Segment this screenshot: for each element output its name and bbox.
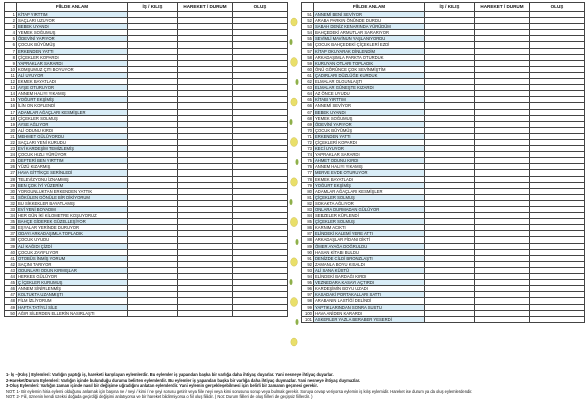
verb-phrase: ÇOCUK UYUDU xyxy=(17,237,128,243)
row-number: 74 xyxy=(302,152,314,158)
verb-phrase: ÖDEVİNİ YAPIYOR xyxy=(17,36,128,42)
row-number: 12 xyxy=(5,79,17,85)
verb-phrase: SEBZELER KÜFLENDİ xyxy=(314,213,425,219)
row-number: 2 xyxy=(5,18,17,24)
row-number: 39 xyxy=(5,243,17,249)
row-number: 84 xyxy=(302,213,314,219)
row-number: 10 xyxy=(5,66,17,72)
verb-phrase: ELMALAR GÜNEŞTE KIZARDI xyxy=(314,85,425,91)
row-number: 5 xyxy=(5,36,17,42)
verb-phrase: SAÇINI TARIYOR xyxy=(17,261,128,267)
header-continuous: İŞ / KILIŞ xyxy=(425,3,475,12)
verb-phrase: ERKENDEN YATTI xyxy=(17,48,128,54)
verb-phrase: ALİ UYUYOR xyxy=(17,72,128,78)
verb-phrase: FİLM İZLİYORUM xyxy=(17,298,128,304)
verb-phrase: BAHÇEDEKİ ARMUTLAR SARARIYOR xyxy=(314,30,425,36)
verb-phrase: ALİ KAĞIDI ÇİZDİ xyxy=(17,243,128,249)
row-number: 31 xyxy=(5,194,17,200)
answer-cell-continuous[interactable] xyxy=(425,316,475,322)
row-number: 94 xyxy=(302,274,314,280)
row-number: 13 xyxy=(5,85,17,91)
row-number: 101 xyxy=(302,316,314,322)
row-number: 32 xyxy=(5,200,17,206)
note-line: NOT: 1- Bir eylemin hiria eylemi olduğunu anlamak için başına ne / neyi / kimi / ne şeyi sorusu getirir veya fiile neyi veya kimi sorusunu sorup veya bulmak gerekir. Soruya cevap veriyorsa eylemin iş kılış eylemidir. Hareket ise durum ya da oluş eylemlerdendir. xyxy=(6,388,473,394)
verb-phrase: ODAYI ARKADAŞIMLA TOPLADIK xyxy=(17,231,128,237)
verb-phrase: ÇİÇEKLER KOPARDI xyxy=(17,54,128,60)
verb-phrase: ÇİÇEKLERİ KOPARDI xyxy=(314,139,425,145)
note-line: 3-Oluş Eylemleri: Varlığın zaman içinde nasıl bir değişime uğradığını anlatan eylemlerdir. Yani eylemin gerçekleşebilmesi için belirli bir zamanın geçmesi gerekir. xyxy=(6,383,318,389)
verb-phrase: AYŞE OTURUYOR xyxy=(17,85,128,91)
row-number: 63 xyxy=(302,85,314,91)
row-number: 64 xyxy=(302,91,314,97)
verb-phrase: HAFTA TATİYLİ SİLE xyxy=(17,304,128,310)
header-movement: HAREKET / DURUM xyxy=(475,3,530,12)
row-number: 65 xyxy=(302,97,314,103)
table-row xyxy=(302,316,585,322)
row-number: 28 xyxy=(5,176,17,182)
row-number: 88 xyxy=(302,237,314,243)
verb-phrase: YAPRAKLAR SARARDI xyxy=(17,60,128,66)
verb-phrase: KOMŞUMUZ ÇITI BOYUYOR xyxy=(17,66,128,72)
verb-phrase: SAÇLARI YENİ KURUDU xyxy=(17,139,128,145)
verb-phrase: SABAH DENİZ KENARINDA YÜRÜDÜM xyxy=(314,24,425,30)
answer-cell-event[interactable] xyxy=(233,310,288,316)
row-number: 80 xyxy=(302,188,314,194)
verb-phrase: EKMEK BAYATLADI xyxy=(17,79,128,85)
row-number: 35 xyxy=(5,219,17,225)
verb-table-left xyxy=(4,2,288,317)
row-number: 27 xyxy=(5,170,17,176)
verb-phrase: SOKAKTA AĞLIYOR xyxy=(314,200,425,206)
row-number: 21 xyxy=(5,133,17,139)
verb-phrase: KOLTUKTA UZANMIŞTI xyxy=(17,292,128,298)
row-number: 42 xyxy=(5,261,17,267)
verb-phrase: YEMEK SOĞUMUŞ xyxy=(17,30,128,36)
verb-phrase: KİTAP OKUYARAK DİNLENDİM xyxy=(314,48,425,54)
row-number: 50 xyxy=(5,310,17,316)
verb-phrase: ANNEMİ BENİ SEVİYOR xyxy=(314,12,425,18)
row-number: 72 xyxy=(302,139,314,145)
verb-phrase: ERKENDEN YATTI xyxy=(314,133,425,139)
verb-phrase: VEZNEDARA KASAYI AÇTIRDI xyxy=(314,280,425,286)
verb-phrase: HASAN KİTABI BULDU xyxy=(314,249,425,255)
verb-phrase: BEBEK UYANDI xyxy=(17,24,128,30)
header-no xyxy=(5,3,17,12)
verb-phrase: KARNIM ACIKTI xyxy=(314,225,425,231)
row-number: 46 xyxy=(5,286,17,292)
row-number: 15 xyxy=(5,97,17,103)
row-number: 26 xyxy=(5,164,17,170)
verb-phrase: İLİN ON KOFLENDİ xyxy=(17,103,128,109)
row-number: 6 xyxy=(5,42,17,48)
verb-phrase: ÖMER AYAĞA DOĞRULDU xyxy=(314,243,425,249)
verb-phrase: ÇOCUK BAHÇEDEKİ ÇİÇEKLERİ EZDİ xyxy=(314,42,425,48)
verb-phrase: ÖNÜ GÖRÜNCE ÇOK SEVİNMİŞTİM xyxy=(314,66,425,72)
row-number: 16 xyxy=(5,103,17,109)
row-number: 18 xyxy=(5,115,17,121)
row-number: 49 xyxy=(5,304,17,310)
verb-phrase: YOĞURT EKŞİMİŞ xyxy=(17,97,128,103)
verb-phrase: YAPTIKLARINDAN SONRA SUSTU xyxy=(314,304,425,310)
verb-phrase: AHMET ODUNU KIRDI xyxy=(314,158,425,164)
verb-phrase: ZAMANLA BOYU KISALDI xyxy=(314,261,425,267)
row-number: 55 xyxy=(302,36,314,42)
row-number: 100 xyxy=(302,310,314,316)
row-number: 71 xyxy=(302,133,314,139)
verb-phrase: ODUNLARI ODUN KIRMIŞLAR xyxy=(17,267,128,273)
table-row xyxy=(5,310,288,316)
verb-table-right xyxy=(301,2,585,323)
row-number: 61 xyxy=(302,72,314,78)
row-number: 1 xyxy=(5,12,17,18)
row-number: 52 xyxy=(302,18,314,24)
verb-phrase: ANNEM SİNİRLENMİŞ xyxy=(17,286,128,292)
row-number: 90 xyxy=(302,249,314,255)
verb-phrase: BAHÇE GİDEREK GÜZELLEŞİYOR xyxy=(17,219,128,225)
verb-phrase: ALİ ODUNU KIRDI xyxy=(17,127,128,133)
explanatory-notes xyxy=(6,372,584,400)
note-line: 1- İş –(Kılış ) Eylemleri: Varlığın yaptığı iş, hareketi karşılayan eylemlerdir. Bu eylemler iş yapandan başka bir varlığa daha ihtiyaç duyarlar. Yani nesneye ihtiyaç duyarlar. xyxy=(6,372,334,377)
row-number: 45 xyxy=(5,280,17,286)
verb-phrase: ÇOCUK ZAYIFLIYOR xyxy=(17,249,128,255)
verb-phrase: AZ ÖNCE UYUDU xyxy=(314,91,425,97)
verb-phrase: ANNEM HALIYI YIKAMIŞ xyxy=(17,91,128,97)
answer-cell-continuous[interactable] xyxy=(128,310,178,316)
row-number: 58 xyxy=(302,54,314,60)
row-number: 40 xyxy=(5,249,17,255)
row-number: 91 xyxy=(302,255,314,261)
header-continuous: İŞ / KILIŞ xyxy=(128,3,178,12)
row-number: 4 xyxy=(5,30,17,36)
row-number: 7 xyxy=(5,48,17,54)
row-number: 56 xyxy=(302,42,314,48)
row-number: 85 xyxy=(302,219,314,225)
row-number: 25 xyxy=(5,158,17,164)
verb-phrase: ARABA PARKIN ÖNÜNDE DURDU xyxy=(314,18,425,24)
row-number: 66 xyxy=(302,103,314,109)
verb-phrase: ELİNDEKİ BARDAĞI KIRDI xyxy=(314,274,425,280)
row-number: 8 xyxy=(5,54,17,60)
row-number: 70 xyxy=(302,127,314,133)
verb-phrase: BU SİKKEKLER BAYATLAMIŞ xyxy=(17,200,128,206)
verb-phrase: KİTAP YIRTTIM xyxy=(17,12,128,18)
verb-phrase: YOĞURT EKŞİMİŞ xyxy=(314,182,425,188)
row-number: 36 xyxy=(5,225,17,231)
verb-phrase: YORGUNLUKTAN ERKENDEN YATTIK xyxy=(17,188,128,194)
verb-phrase: YÜZÜ KIZARMIŞ xyxy=(17,164,128,170)
verb-phrase: KURUYAN OTLARI TOPLADIK xyxy=(314,60,425,66)
row-number: 53 xyxy=(302,24,314,30)
row-number: 98 xyxy=(302,298,314,304)
row-number: 48 xyxy=(5,298,17,304)
row-number: 23 xyxy=(5,146,17,152)
row-number: 76 xyxy=(302,164,314,170)
header-phrase: FİİLDE ANLAM xyxy=(314,3,425,12)
verb-phrase: DEFTERİ BEN YIRTTIM xyxy=(17,158,128,164)
row-number: 59 xyxy=(302,60,314,66)
verb-phrase: MERVE EVDE OTURUYOR xyxy=(314,170,425,176)
verb-phrase: ANNEM HALIYI YIKAMIŞ xyxy=(314,164,425,170)
row-number: 60 xyxy=(302,66,314,72)
left-rows xyxy=(5,12,288,317)
verb-phrase: TELEVİZYONU İZNAMMIŞ xyxy=(17,176,128,182)
verb-phrase: ANNEMİ SEVİYOR xyxy=(314,103,425,109)
row-number: 44 xyxy=(5,274,17,280)
row-number: 37 xyxy=(5,231,17,237)
row-number: 97 xyxy=(302,292,314,298)
row-number: 62 xyxy=(302,79,314,85)
row-number: 87 xyxy=(302,231,314,237)
verb-phrase: YAPRAKLAR SARARDI xyxy=(314,152,425,158)
row-number: 9 xyxy=(5,60,17,66)
answer-cell-movement[interactable] xyxy=(475,316,530,322)
verb-phrase: HAVA ANİDEN KARARDI xyxy=(314,310,425,316)
row-number: 20 xyxy=(5,127,17,133)
verb-phrase: BEN ÇOK İYİ YÜZERİM xyxy=(17,182,128,188)
verb-phrase: AĞIR SİLERDEN ELLERİN NASIRLAŞTI xyxy=(17,310,128,316)
row-number: 47 xyxy=(5,292,17,298)
verb-phrase: ARABANIN LASTİĞİ DELİNDİ xyxy=(314,298,425,304)
verb-phrase: DENİZDE CİLDİ BRONZLAŞTI xyxy=(314,255,425,261)
row-number: 86 xyxy=(302,225,314,231)
header-phrase: FİİLDE ANLAM xyxy=(17,3,128,12)
row-number: 24 xyxy=(5,152,17,158)
verb-phrase: SAÇLARI UZUYOR xyxy=(17,18,128,24)
verb-phrase: HER GÜN İKİ KİLOMETRE KOŞUYORUZ xyxy=(17,213,128,219)
row-number: 51 xyxy=(302,12,314,18)
verb-phrase: ÇOCUK BÜYÜMÜŞ xyxy=(314,127,425,133)
row-number: 41 xyxy=(5,255,17,261)
row-number: 43 xyxy=(5,267,17,273)
verb-phrase: KİTABI YIRTTIM xyxy=(314,97,425,103)
verb-phrase: ÇİÇEKLER SOLMUŞ xyxy=(314,194,425,200)
row-number: 92 xyxy=(302,261,314,267)
row-number: 83 xyxy=(302,207,314,213)
row-number: 82 xyxy=(302,200,314,206)
row-number: 96 xyxy=(302,286,314,292)
verb-phrase: ALİ SANA KÜSTÜ xyxy=(314,267,425,273)
verb-phrase: ASKERLER YAZLA BERABER YESERDİ xyxy=(314,316,425,322)
row-number: 29 xyxy=(5,182,17,188)
row-number: 33 xyxy=(5,207,17,213)
verb-phrase: ELİNDEKİ KALEMİ YERE ATTI xyxy=(314,231,425,237)
verb-phrase: ONLARA DURMADAN GÜLÜYOR xyxy=(314,207,425,213)
row-number: 89 xyxy=(302,243,314,249)
row-number: 19 xyxy=(5,121,17,127)
verb-phrase: KASADAKİ PORTAKALLARI SATTI xyxy=(314,292,425,298)
verb-phrase: ELMALAR OLGUNLAŞTI xyxy=(314,79,425,85)
header-movement: HAREKET / DURUM xyxy=(178,3,233,12)
header-event: OLUŞ xyxy=(530,3,585,12)
verb-phrase: HERKES GÜLÜYOR xyxy=(17,274,128,280)
row-number: 68 xyxy=(302,115,314,121)
right-rows xyxy=(302,12,585,323)
verb-phrase: ÇİÇEKLER SOLMUŞ xyxy=(314,219,425,225)
header-event: OLUŞ xyxy=(233,3,288,12)
verb-phrase: SÖKÜLEN GÖNÜLE BİR DİKİYORUM xyxy=(17,194,128,200)
verb-phrase: ADAMLAR AĞAÇLARI KESMİŞLER xyxy=(314,188,425,194)
verb-phrase: EVİ YENİ BOYADIM xyxy=(17,207,128,213)
verb-phrase: ÇOCUK BÜYÜMÜŞ xyxy=(17,42,128,48)
row-number: 99 xyxy=(302,304,314,310)
note-line: 2-Hareket/Durum Eylemleri: Varlığın içinde bulunduğu durumu belirten eylemlerdir. Bu eylemler iş yapandan başka bir varlığa daha ihtiyaç duymazlar. Yani nesneye ihtiyaç duymazlar. xyxy=(6,377,361,383)
row-number: 14 xyxy=(5,91,17,97)
verb-phrase: ÇOCUK HIZLI YÜRÜYOR xyxy=(17,152,128,158)
verb-phrase: KECİ UYUYOR xyxy=(314,146,425,152)
row-number: 81 xyxy=(302,194,314,200)
worksheet xyxy=(4,2,583,409)
verb-phrase: AYSE AĞLIYOR xyxy=(17,121,128,127)
verb-phrase: EVİ KARDEŞİM TEMİZLEMİŞ xyxy=(17,146,128,152)
row-number: 78 xyxy=(302,176,314,182)
verb-phrase: YEMEK SOĞUMUŞ xyxy=(314,115,425,121)
row-number: 30 xyxy=(5,188,17,194)
header-no xyxy=(302,3,314,12)
row-number: 95 xyxy=(302,280,314,286)
verb-phrase: OTOBÜS İNMİŞ YORUM xyxy=(17,255,128,261)
note-line: NOT: 2- Fiil, öznenin kendi üzeksi doğada geçirdiği değişimi anlatıyorsa ve bir hareket bildirmiyorsa o fiil oluş fiilidir. ( Not: Durum fiilleri de oluş fiilleri de geçişsiz fiillerdir. ) xyxy=(6,394,313,400)
row-number: 69 xyxy=(302,121,314,127)
answer-cell-event[interactable] xyxy=(530,316,585,322)
verb-phrase: EKMEK BAYATLADI xyxy=(314,176,425,182)
verb-phrase: MEHMET GÜLÜYORDU xyxy=(17,133,128,139)
row-number: 11 xyxy=(5,72,17,78)
verb-phrase: ÇADIRLARI DÜZLÜĞE KURDUK xyxy=(314,72,425,78)
verb-phrase: EŞYALAR YERİNDE DURUYOR xyxy=(17,225,128,231)
row-number: 93 xyxy=(302,267,314,273)
verb-phrase: ARKADAŞIMLA PARKTA OTURDUK xyxy=(314,54,425,60)
row-number: 73 xyxy=(302,146,314,152)
flower-divider xyxy=(288,2,300,370)
verb-phrase: Ç İÇEKLER KURUMUŞ xyxy=(17,280,128,286)
row-number: 3 xyxy=(5,24,17,30)
row-number: 57 xyxy=(302,48,314,54)
verb-phrase: ÖDEVİNİ YAPIYOR xyxy=(314,121,425,127)
verb-phrase: SEVİMLİ MAVİNUN YAŞLANIYORDU xyxy=(314,36,425,42)
row-number: 22 xyxy=(5,139,17,145)
verb-phrase: KARDEŞİMİN BOYU UZADI xyxy=(314,286,425,292)
row-number: 79 xyxy=(302,182,314,188)
row-number: 75 xyxy=(302,158,314,164)
verb-phrase: ÇİÇEKLER SOLMUŞ xyxy=(17,115,128,121)
row-number: 17 xyxy=(5,109,17,115)
verb-phrase: HAVA GİTTİKÇE SERİNLEDİ xyxy=(17,170,128,176)
answer-cell-movement[interactable] xyxy=(178,310,233,316)
verb-phrase: ADAMLAR AĞAÇLARI KESMİŞLER xyxy=(17,109,128,115)
row-number: 54 xyxy=(302,30,314,36)
verb-phrase: BEBEK UYANDI xyxy=(314,109,425,115)
row-number: 34 xyxy=(5,213,17,219)
row-number: 67 xyxy=(302,109,314,115)
row-number: 77 xyxy=(302,170,314,176)
row-number: 38 xyxy=(5,237,17,243)
verb-phrase: ARKADAŞLAR FİDANI DİKTİ xyxy=(314,237,425,243)
